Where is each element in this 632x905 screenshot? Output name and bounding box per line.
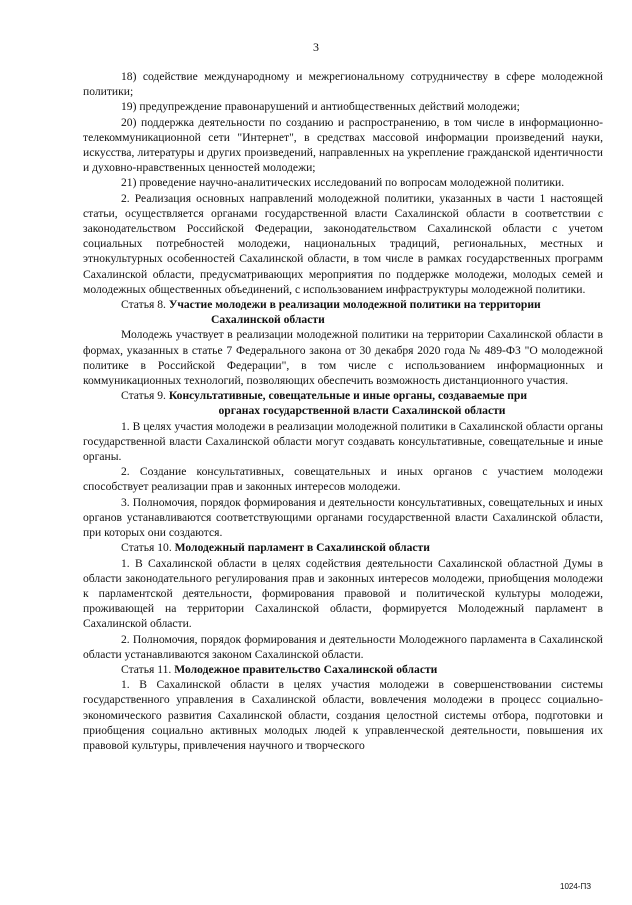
article-11-heading: [83, 662, 603, 677]
list-item-18: 18) содействие международному и межрегиональному сотрудничеству в сфере молодежной политики;: [83, 70, 603, 99]
article-8-paragraph-1: Молодежь участвует в реализации молодежной политики на территории Сахалинской области в формах, указанных в статье 7 Федерального закона от 30 декабря 2020 года № 489-ФЗ "О молодежной политике в Российской Федерации", в том числе с использованием информационных и коммуникационных технологий, позволяющих обеспечить возможность дистанционного участия.: [83, 328, 603, 388]
article-9-title-line2: органах государственной власти Сахалинской области: [218, 404, 506, 418]
article-8-heading: [83, 297, 603, 312]
article-11-title: Молодежное правительство Сахалинской области: [174, 662, 438, 676]
document-code: 1024-ПЗ: [560, 882, 592, 891]
article-9-paragraph-1: 1. В целях участия молодежи в реализации молодежной политики в Сахалинской области органы государственной власти Сахалинской области могут создавать консультативные, совещательные и иные органы.: [83, 419, 603, 464]
article-10-paragraph-1: 1. В Сахалинской области в целях содействия деятельности Сахалинской областной Думы в области законодательного регулирования прав и законных интересов молодежи, приобщения молодежи к парламентской деятельности, формирования правовой и политической культуры молодежи, проживающей на территории Сахалинской области, формируется Молодежный парламент в Сахалинской области.: [83, 556, 603, 631]
article-10-label: Статья 10.: [121, 541, 172, 555]
article-10-heading: [83, 540, 603, 555]
article-11-label: Статья 11.: [121, 662, 172, 676]
paragraph-part-2: 2. Реализация основных направлений молодежной политики, указанных в части 1 настоящей статьи, осуществляется органами государственной власти Сахалинской области в соответствии с законодательством Российской Федерации, законодательством Сахалинской области с учетом социальных потребностей молодежи, национальных традиций, региональных, местных и этнокультурных особенностей Сахалинской области, в том числе в рамках государственных программ Сахалинской области, предусматривающих мероприятия по поддержке молодежи, молодых семей и молодежных общественных объединений, с использованием инфраструктуры молодежной политики.: [83, 191, 603, 296]
article-8-title-line2: Сахалинской области: [211, 313, 325, 327]
page-number: 3: [313, 40, 319, 54]
article-10-paragraph-2: 2. Полномочия, порядок формирования и деятельности Молодежного парламента в Сахалинской области устанавливаются законом Сахалинской области.: [83, 632, 603, 661]
article-9-heading: [83, 388, 603, 403]
list-item-19: 19) предупреждение правонарушений и антиобщественных действий молодежи;: [121, 100, 520, 114]
article-10-title: Молодежный парламент в Сахалинской области: [174, 541, 430, 555]
article-8-title-line1: Участие молодежи в реализации молодежной политики на территории: [168, 298, 541, 312]
article-9-title-line1: Консультативные, совещательные и иные органы, создаваемые при: [168, 389, 527, 403]
article-11-paragraph-1: 1. В Сахалинской области в целях участия молодежи в совершенствовании системы государственного управления в Сахалинской области, вовлечения молодежи в процесс социально-экономического развития Сахалинской области, создания целостной системы отбора, подготовки и приобщения социально активных молодых людей к управленческой деятельности, повышения их правовой культуры, привлечения научного и творческого: [83, 678, 603, 752]
article-9-paragraph-3: 3. Полномочия, порядок формирования и деятельности консультативных, совещательных и иных органов устанавливаются соответствующими органами государственной власти Сахалинской области, при которых они создаются.: [83, 495, 603, 540]
list-item-21: 21) проведение научно-аналитических исследований по вопросам молодежной политики.: [121, 176, 565, 190]
article-9-label: Статья 9.: [121, 389, 166, 403]
list-item-20: 20) поддержка деятельности по созданию и распространению, в том числе в информационно-телекоммуникационной сети "Интернет", в средствах массовой информации произведений науки, искусства, литературы и других произведений, направленных на укрепление гражданской идентичности и духовно-нравственных ценностей молодежи;: [83, 115, 603, 175]
article-8-label: Статья 8.: [121, 298, 166, 312]
article-9-paragraph-2: 2. Создание консультативных, совещательных и иных органов с участием молодежи способствует реализации прав и законных интересов молодежи.: [83, 465, 603, 494]
document-body: [83, 69, 603, 753]
